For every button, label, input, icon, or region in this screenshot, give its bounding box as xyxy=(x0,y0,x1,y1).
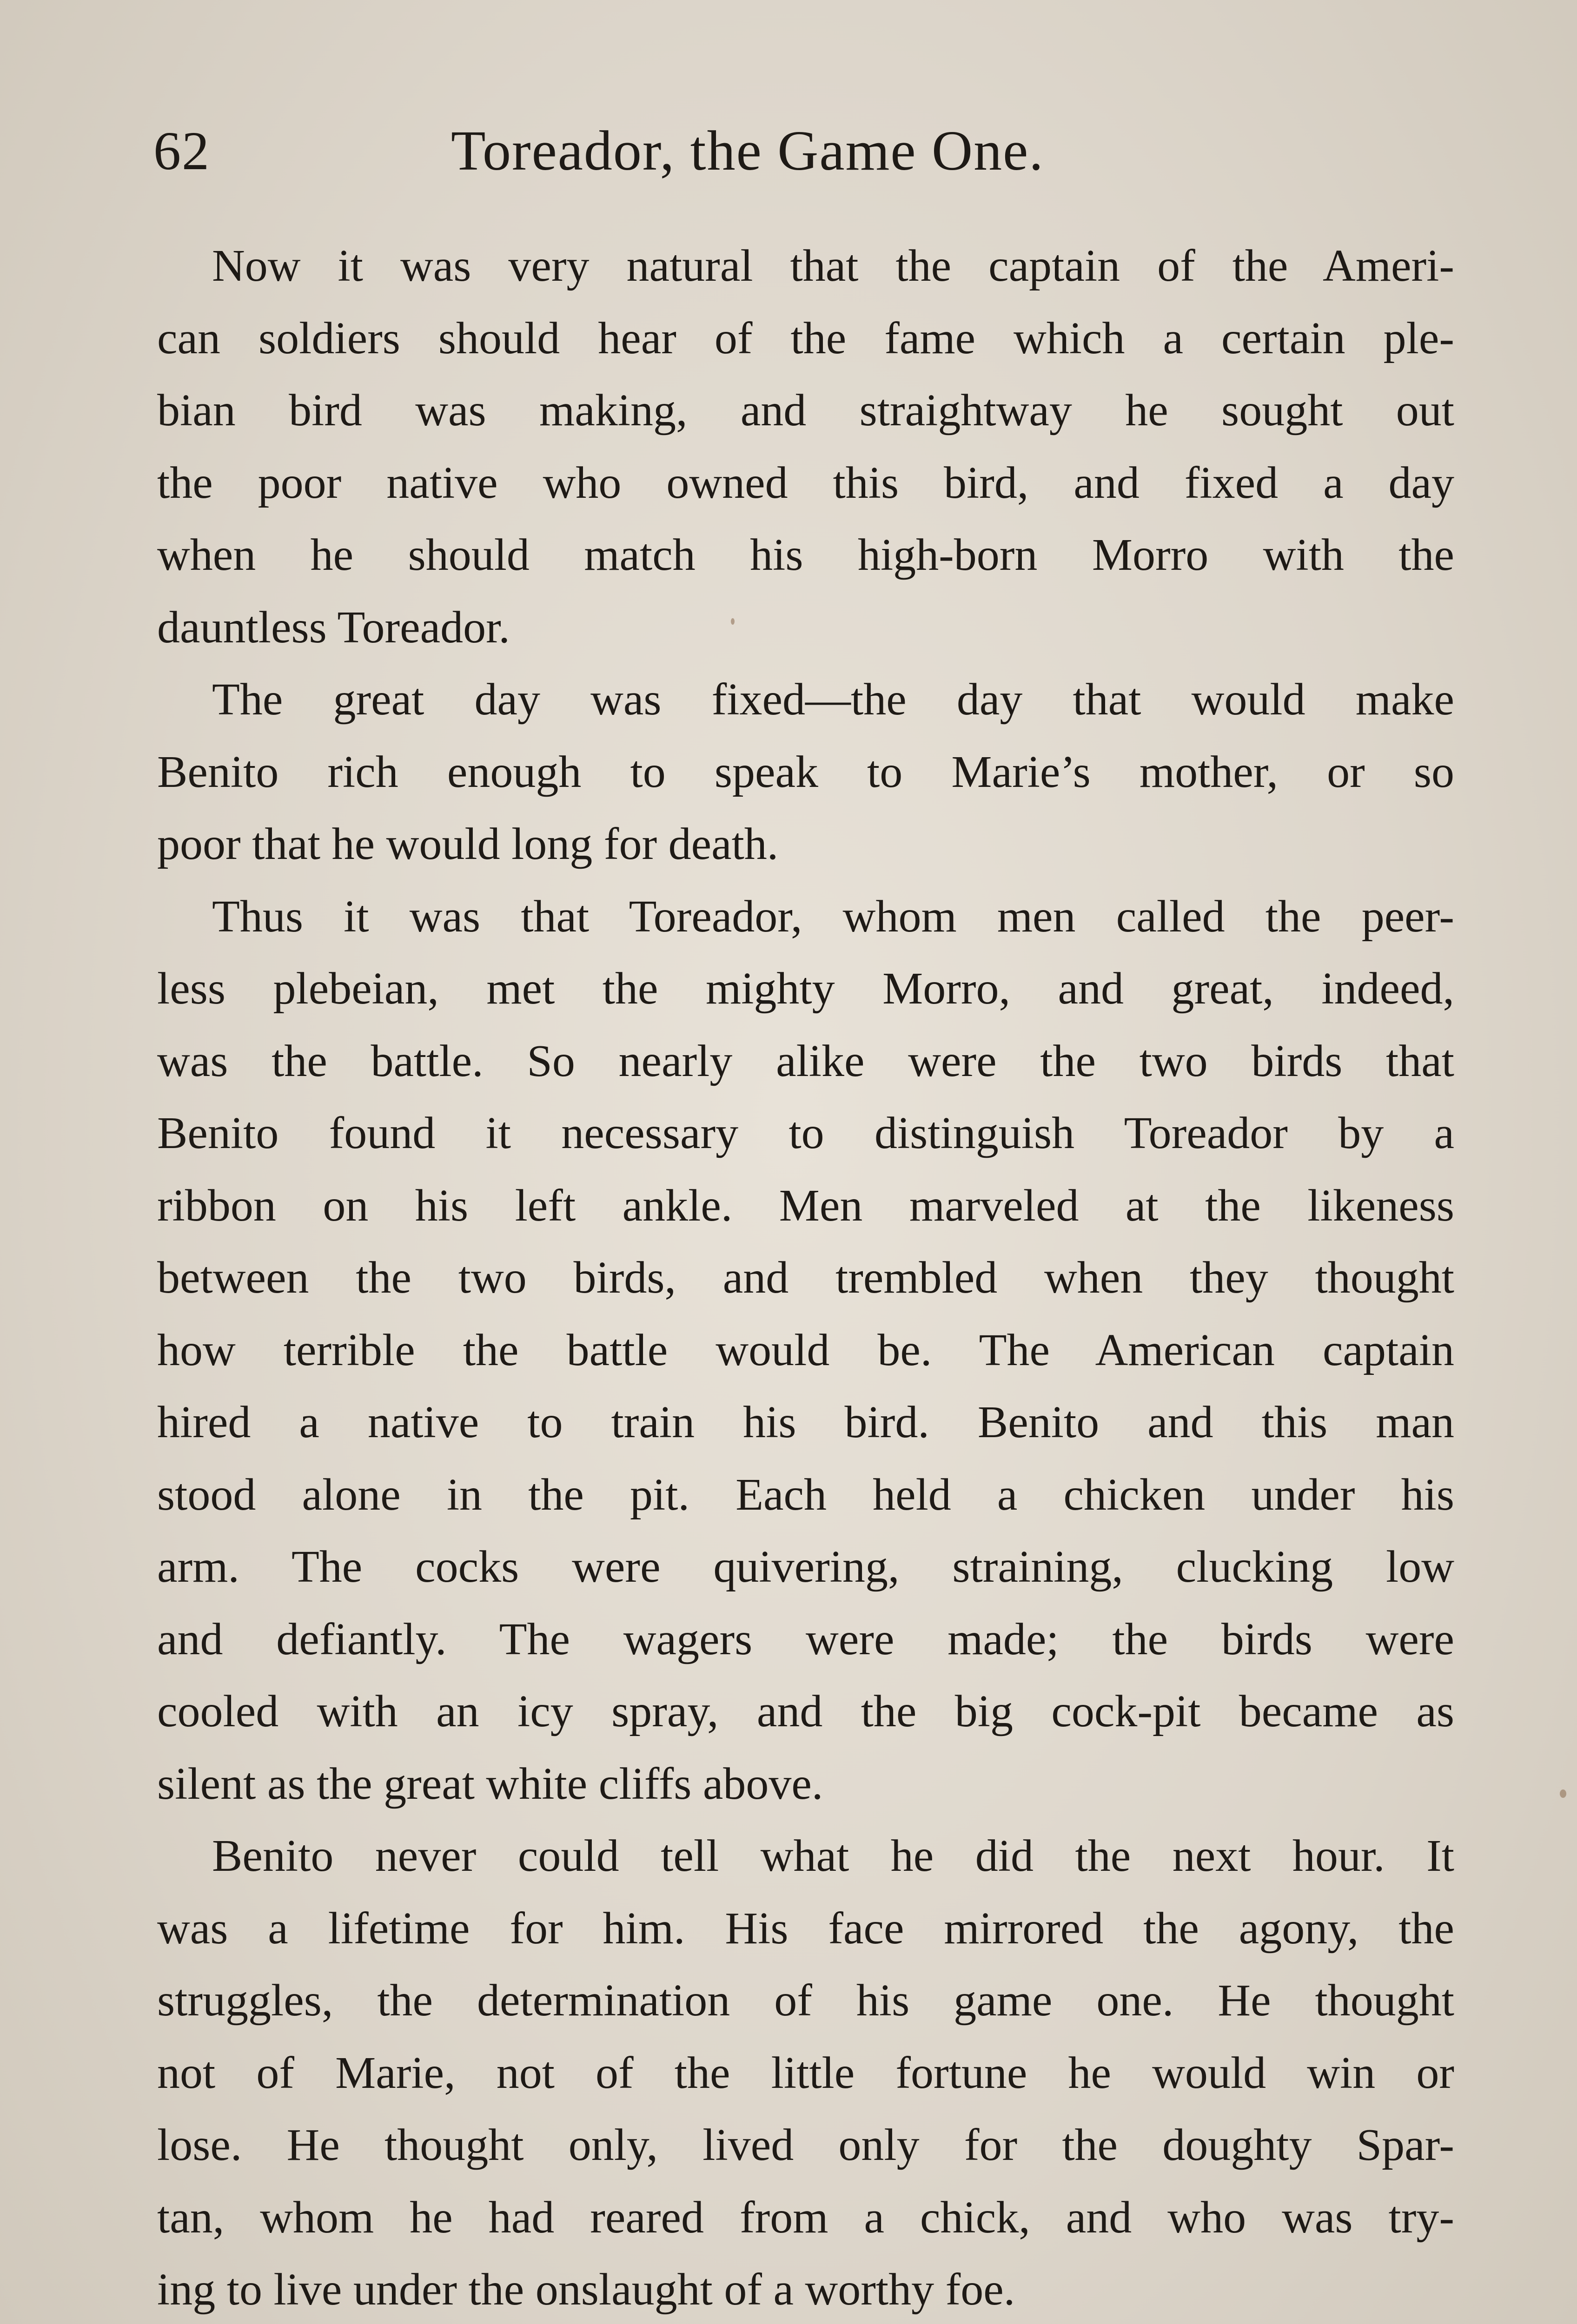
text-line: struggles, the determination of his game one. He thought xyxy=(157,1975,1454,2026)
text-line: when he should match his high-born Morro with the xyxy=(157,530,1454,580)
text-line: tan, whom he had reared from a chick, and who was try- xyxy=(157,2192,1454,2243)
text-line: Now it was very natural that the captain of the Ameri- xyxy=(212,241,1454,291)
text-line: stood alone in the pit. Each held a chicken under his xyxy=(157,1469,1454,1520)
text-line: hired a native to train his bird. Benito and this man xyxy=(157,1397,1454,1447)
paper-stain xyxy=(731,618,735,625)
text-line: and defiantly. The wagers were made; the birds were xyxy=(157,1614,1454,1664)
text-line: silent as the great white cliffs above. xyxy=(157,1758,823,1809)
body-text xyxy=(157,230,1454,2324)
page-number: 62 xyxy=(153,120,210,181)
text-line: Benito found it necessary to distinguish Toreador by a xyxy=(157,1108,1454,1158)
text-line: can soldiers should hear of the fame which a certain ple- xyxy=(157,313,1454,363)
text-line: not of Marie, not of the little fortune he would win or xyxy=(157,2047,1454,2098)
text-line: how terrible the battle would be. The American captain xyxy=(157,1325,1454,1375)
text-line: between the two birds, and trembled when they thought xyxy=(157,1253,1454,1303)
text-line: lose. He thought only, lived only for the doughty Spar- xyxy=(157,2120,1454,2170)
text-line: was the battle. So nearly alike were the two birds that xyxy=(157,1036,1454,1086)
running-title: Toreador, the Game One. xyxy=(451,119,1044,182)
text-line: arm. The cocks were quivering, straining, clucking low xyxy=(157,1542,1454,1592)
text-line: Thus it was that Toreador, whom men called the peer- xyxy=(212,891,1454,942)
text-line: The great day was fixed—the day that would make xyxy=(212,674,1454,725)
paragraph xyxy=(157,664,1454,881)
text-line: cooled with an icy spray, and the big cock-pit became as xyxy=(157,1686,1454,1736)
paragraph xyxy=(157,881,1454,1821)
text-line: was a lifetime for him. His face mirrored the agony, the xyxy=(157,1903,1454,1954)
text-line: Benito never could tell what he did the next hour. It xyxy=(212,1831,1454,1881)
text-line: Benito rich enough to speak to Marie’s mother, or so xyxy=(157,746,1454,797)
text-line: ing to live under the onslaught of a worthy foe. xyxy=(157,2265,1015,2315)
text-line: dauntless Toreador. xyxy=(157,602,510,653)
paragraph xyxy=(157,230,1454,664)
text-line: poor that he would long for death. xyxy=(157,819,779,869)
text-line: the poor native who owned this bird, and fixed a day xyxy=(157,457,1454,508)
text-line: bian bird was making, and straightway he sought out xyxy=(157,385,1454,436)
paragraph xyxy=(157,1820,1454,2324)
text-line: less plebeian, met the mighty Morro, and great, indeed, xyxy=(157,964,1454,1014)
text-line: ribbon on his left ankle. Men marveled at the likeness xyxy=(157,1180,1454,1231)
page-header xyxy=(153,119,1460,193)
paper-stain xyxy=(1560,1789,1566,1798)
